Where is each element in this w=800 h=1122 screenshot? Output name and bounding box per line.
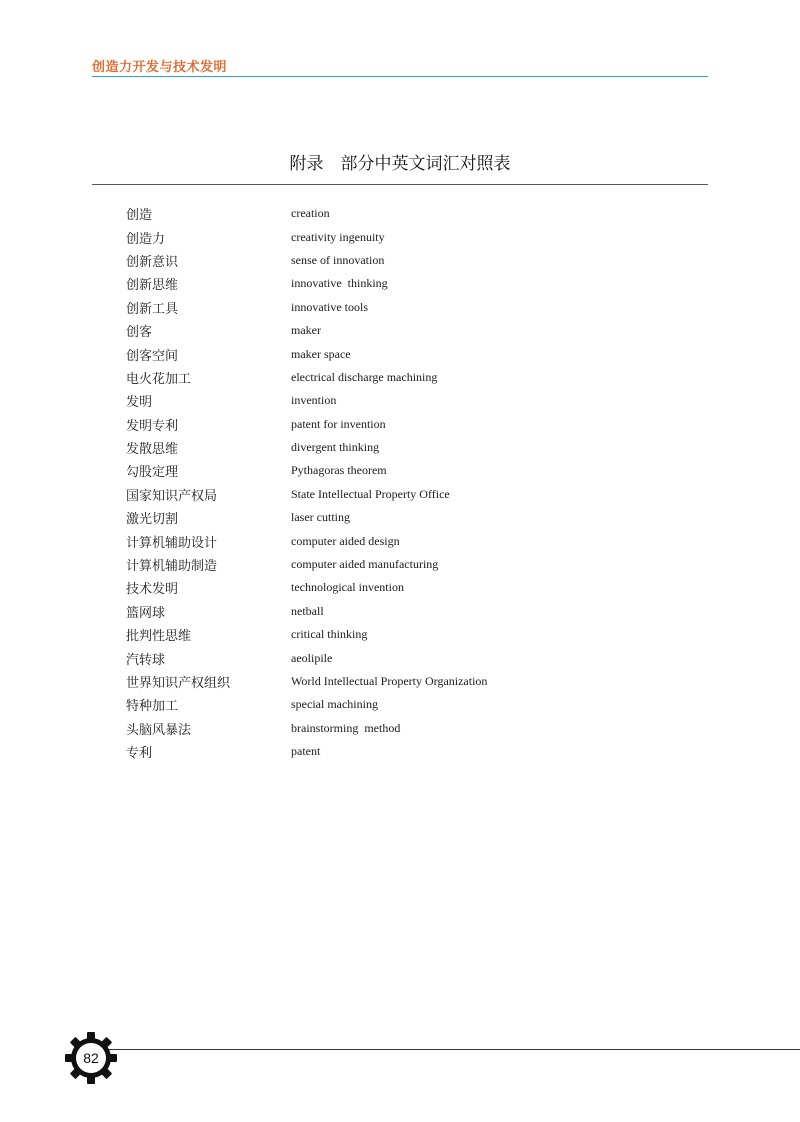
term-english: electrical discharge machining: [291, 369, 438, 384]
glossary-row: [126, 646, 686, 669]
glossary-row: [126, 202, 686, 225]
glossary-row: [126, 529, 686, 552]
appendix-title: 附录 部分中英文词汇对照表: [289, 154, 511, 174]
term-english: maker space: [291, 346, 351, 361]
glossary-row: [126, 693, 686, 716]
term-english: brainstorming method: [291, 720, 401, 735]
glossary-row: [126, 436, 686, 459]
glossary-row: [126, 389, 686, 412]
term-english: innovative thinking: [291, 276, 388, 291]
term-chinese: 创新思维: [126, 278, 179, 294]
glossary-row: [126, 296, 686, 319]
page-number: 82: [83, 1050, 99, 1066]
term-english: aeolipile: [291, 650, 333, 665]
glossary-row: [126, 342, 686, 365]
term-english: special machining: [291, 697, 378, 712]
term-chinese: 特种加工: [126, 699, 179, 715]
term-english: maker: [291, 323, 321, 338]
term-english: innovative tools: [291, 299, 368, 314]
term-english: creativity ingenuity: [291, 229, 385, 244]
term-chinese: 创客: [126, 325, 153, 341]
term-chinese: 专利: [126, 746, 153, 762]
glossary-row: [126, 319, 686, 342]
glossary-row: [126, 576, 686, 599]
term-chinese: 计算机辅助设计: [126, 535, 218, 551]
term-english: computer aided manufacturing: [291, 557, 439, 572]
term-english: critical thinking: [291, 627, 368, 642]
glossary-row: [126, 366, 686, 389]
term-english: patent: [291, 744, 321, 759]
glossary-row: [126, 459, 686, 482]
term-chinese: 创造力: [126, 231, 166, 247]
term-chinese: 创新工具: [126, 301, 179, 317]
term-english: World Intellectual Property Organization: [291, 674, 488, 688]
term-english: netball: [291, 603, 324, 618]
running-title: 创造力开发与技术发明: [92, 60, 228, 75]
term-chinese: 勾股定理: [126, 465, 179, 481]
term-english: divergent thinking: [291, 440, 380, 455]
term-chinese: 技术发明: [126, 582, 179, 598]
footer-rule: [100, 1049, 800, 1050]
term-english: technological invention: [291, 580, 404, 595]
term-english: computer aided design: [291, 533, 400, 548]
glossary-table: [126, 202, 686, 763]
glossary-row: [126, 483, 686, 506]
glossary-row: [126, 272, 686, 295]
term-chinese: 头脑风暴法: [126, 722, 192, 738]
term-chinese: 发明专利: [126, 418, 179, 434]
glossary-row: [126, 413, 686, 436]
term-english: creation: [291, 206, 330, 221]
term-english: patent for invention: [291, 416, 386, 431]
header-rule: [92, 76, 708, 77]
glossary-row: [126, 740, 686, 763]
term-chinese: 创造: [126, 208, 153, 224]
term-english: State Intellectual Property Office: [291, 486, 450, 501]
term-chinese: 国家知识产权局: [126, 488, 218, 504]
term-chinese: 创新意识: [126, 254, 179, 270]
term-chinese: 篮网球: [126, 605, 166, 621]
term-chinese: 发散思维: [126, 442, 179, 458]
term-chinese: 汽转球: [126, 652, 166, 668]
term-english: sense of innovation: [291, 252, 385, 267]
glossary-row: [126, 553, 686, 576]
term-chinese: 计算机辅助制造: [126, 559, 218, 575]
term-chinese: 电火花加工: [126, 371, 192, 387]
term-english: invention: [291, 393, 337, 408]
glossary-row: [126, 506, 686, 529]
term-english: Pythagoras theorem: [291, 463, 387, 478]
glossary-row: [126, 225, 686, 248]
title-rule: [92, 184, 708, 185]
term-chinese: 批判性思维: [126, 629, 192, 645]
term-chinese: 激光切割: [126, 512, 179, 528]
glossary-row: [126, 623, 686, 646]
term-chinese: 发明: [126, 395, 153, 411]
term-chinese: 创客空间: [126, 348, 179, 364]
glossary-row: [126, 249, 686, 272]
term-english: laser cutting: [291, 510, 350, 525]
glossary-row: [126, 670, 686, 693]
glossary-row: [126, 717, 686, 740]
term-chinese: 世界知识产权组织: [126, 676, 231, 691]
glossary-row: [126, 600, 686, 623]
